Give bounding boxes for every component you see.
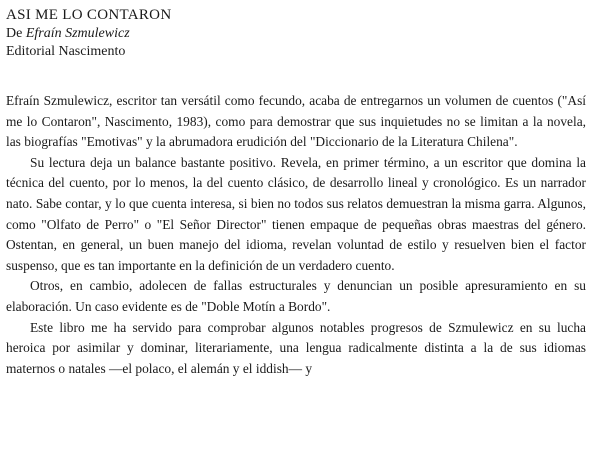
paragraph-3: Otros, en cambio, adolecen de fallas estructurales y denuncian un posible apresuramiento en su elaboración. Un caso evidente es de "Doble Motín a Bordo".	[6, 278, 586, 314]
byline-prefix: De	[6, 26, 23, 41]
paragraph-4: Este libro me ha servido para comprobar algunos notables progresos de Szmulewicz en su lucha heroica por asimilar y dominar, literariamente, una lengua radicalmente distinta a la de sus idiomas maternos o natales —el polaco, el alemán y el iddish— y	[6, 319, 586, 376]
review-body	[6, 91, 586, 379]
publisher-name: Editorial Nascimento	[6, 44, 126, 59]
author-name: Efraín Szmulewicz	[25, 26, 130, 41]
document-page	[6, 6, 586, 379]
byline	[6, 25, 586, 43]
paragraph-2: Su lectura deja un balance bastante positivo. Revela, en primer término, a un escritor que domina la técnica del cuento, por lo menos, la del cuento clásico, de desarrollo lineal y cronológico. Es un narrador nato. Sabe contar, y lo que cuenta interesa, si bien no todos sus relatos demuestran la misma garra. Algunos, como "Olfato de Perro" o "El Señor Director" tienen empaque de pequeñas obras maestras del género. Ostentan, en general, un buen manejo del idioma, revelan voluntad de estilo y resuelven bien el factor suspenso, que es tan importante en la definición de un verdadero cuento.	[6, 154, 586, 273]
paragraph-1: Efraín Szmulewicz, escritor tan versátil como fecundo, acaba de entregarnos un volumen de cuentos ("Así me lo Contaron", Nascimento, 1983), como para demostrar que sus inquietudes no se limitan a la novela, las biografías "Emotivas" y la abrumadora erudición del "Diccionario de la Literatura Chilena".	[6, 93, 586, 150]
book-title: ASI ME LO CONTARON	[6, 7, 172, 23]
